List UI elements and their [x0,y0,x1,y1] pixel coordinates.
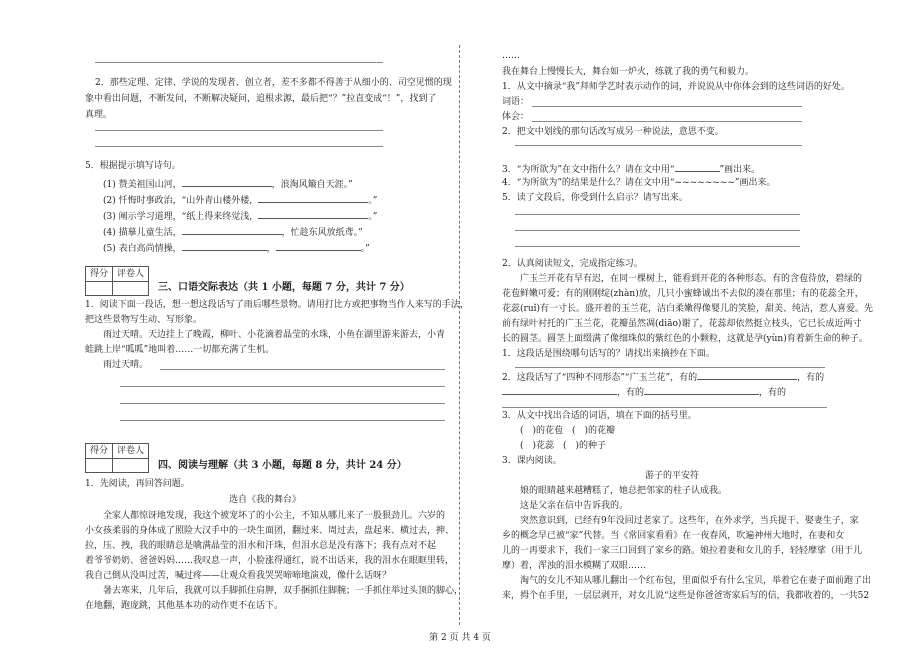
score-label: 得分 [89,269,108,279]
prose-line: 儿的一再要求下，我们一家三口回到了家乡的路。娘拉着妻和女儿的手，轻轻摩挲（用于儿 [502,546,863,556]
wavy-line-sample: ~~~~~~~~ [674,178,735,188]
underline-sample [675,162,720,172]
score-label: 得分 [89,446,108,456]
fill-blank[interactable] [644,385,759,395]
reading-passage-line: 广玉兰开花有早有迟，在同一棵树上，能看到开花的各种形态。有的含苞待放，碧绿的 [520,274,863,284]
question-3 [502,162,760,176]
fill-blank[interactable] [182,225,282,235]
passage-line: 暑去寒来，几年后，我就可以手脚抓住肩胛，双手捆抓住脚腕；一手抓住举过头顶的脚心， [103,586,464,596]
fill-blank[interactable] [502,385,617,395]
prose-line: 淘气的女儿不知从哪儿翻出一个红布包，里面似乎有什么宝贝，举着它在妻子面前跑了出 [520,576,872,586]
question-5-title: 5．根据提示填写诗句。 [85,161,181,171]
poem-item-4 [103,225,363,239]
sub-question-2-cont [502,385,786,399]
prose-line: 乡的概念早已被“家”代替。当《常回家看看》在一夜春风，吹遍神州大地时，在妻和女 [502,531,845,541]
poem-item-1 [103,177,353,191]
question-3-text: 3．“为所欲为”在文中指什么？请在文中用“ [502,165,675,175]
fill-blank[interactable] [182,241,267,251]
poem-item-2 [103,193,377,207]
poem-item-3 [103,209,377,223]
section-3-line-4: 蛙跳上岸“呱呱”地叫着……一切都充满了生机。 [85,345,275,355]
sub-question-1: 1．这段话是围绕哪句话写的？请找出来摘抄在下面。 [502,349,715,359]
passage-line: 着爷爷奶奶、爸爸妈妈……我叹息一声，小脸涨得通红，说不出话来，我的泪水在眼眶里转， [85,556,455,566]
question-4-text: 4．“为所欲为”的结果是什么？请在文中用“ [502,178,675,188]
sub-question-2-tail: ，有的 [759,388,787,398]
poem-item-4-prompt: (4) 描摹儿童生活， [103,228,182,238]
score-box [85,266,149,296]
fill-blank[interactable] [276,241,361,251]
answer-line [515,230,800,231]
reading-passage-line: 前有绿叶衬托的广玉兰花，花瓣虽然凋(diāo)谢了，花蕊却依然挺立枝头，它已长成近两寸 [502,319,862,329]
passage-closing: 我在舞台上慢慢长大，舞台如一炉火，练就了我的勇气和毅力。 [502,67,755,77]
reading-passage-line: 花苞鲜嫩可爱；有的刚刚绽(zhàn)放，几只小蜜蜂诚出不去似的凑在那里；有的花蕊全开， [502,289,864,299]
passage-line: 拉，压、拽，我的眼睛总是噙满晶莹的泪水和汗珠，但泪水总是没有落下；我有点对不起 [85,541,437,551]
poem-item-2-prompt: (2) 忏悔时事政治，“山外青山楼外楼， [103,196,259,206]
reading-passage-line: 长的圆茎。圆茎上面缀满了像细珠似的紫红色的小颗粒，这就是孕(yùn)育着新生命的种子。 [502,334,868,344]
reading-question-3: 3．课内阅读。 [502,456,562,466]
answer-line [515,367,825,368]
question-3-tail: ”画出来。 [719,165,761,175]
score-box-divider [86,458,148,459]
words-label: 词语： [502,97,530,107]
poem-item-5-mid: ， [266,244,276,254]
answer-line [120,420,445,421]
fill-blank[interactable] [182,177,272,187]
answer-line [515,246,800,247]
answer-line [502,407,827,408]
grader-label: 评卷人 [116,446,144,456]
question-4 [502,177,775,189]
reading-passage-line: 花蕊(ruǐ)有一寸长。盛开着的玉兰花，洁白柔嫩得像婴儿的笑脸，甜美、纯洁，惹人喜爱。先 [502,304,874,314]
poem-item-3-tail: 。” [368,212,378,222]
prose-line: 娘的眼睛越来越糟糕了，她总把邻家的柱子认成我。 [520,486,728,496]
answer-line [95,62,383,63]
poem-item-5-tail: 。” [360,244,370,254]
score-box [85,443,149,473]
passage-line: 我自己倒从没叫过苦，喊过疼——让观众看我哭哭啼啼地演戏，像什么话呀？ [85,571,392,581]
answer-line [95,146,383,147]
prose-line: 这是父亲在信中告诉我的。 [520,501,629,511]
answer-line [120,386,445,387]
passage-line: 小女孩柔弱的身体成了照险大汉手中的一块生面团，翻过来、周过去，盘起来、横过去，抻、 [85,526,455,536]
passage-title: 选自《我的舞台》 [228,495,301,505]
poem-item-2-tail: 。” [368,196,378,206]
insight-label: 体会： [502,112,530,122]
sub-question-3: 3．从文中找出合适的词语，填在下面的括号里。 [502,411,697,421]
poem-item-5 [103,241,370,255]
question-2-line-3: 真理。 [85,110,113,120]
question-5: 5．读了文段后，你受到什么启示？请写出来。 [502,193,688,203]
ellipsis: …… [502,51,520,61]
section-3-line-1: 1．阅读下面一段话，想一想这段话写了雨后哪些景物。请用打比方或把事物当作人来写的手法， [85,300,469,310]
question-4-tail: ”画出来。 [734,178,776,188]
grader-label: 评卷人 [116,269,144,279]
poem-title: 游子的平安符 [644,471,699,481]
question-2: 2．把文中划线的那句话改写成另一种说法，意思不变。 [502,127,724,137]
question-1: 1．从文中摘录“我”拜师学艺时表示动作的词，并说说从中你体会到的这些词语的好处。 [502,82,850,92]
prose-line: 突然意识到，已经有9年没回过老家了。这些年，在外求学，当兵提干、娶妻生子，家 [520,516,859,526]
prose-line: 摩）着，浑浊的泪水模糊了双眼…… [502,561,647,571]
reading-question-2: 2．认真阅读短文，完成指定练习。 [502,259,643,269]
poem-item-1-tail: ，浪淘风簸自天涯。” [271,180,353,190]
sub-question-2-text: 2．这段话写了“四种不同形态”“广玉兰花”，有的 [502,373,698,383]
section-3-line-2: 把这些景物写生动、写形象。 [85,315,203,325]
poem-item-3-prompt: (3) 阐示学习道理， [103,212,182,222]
answer-line [95,130,383,131]
passage-line: 在地翻，跑庞跳，其他基本功的动作更不在话下。 [85,601,284,611]
page-footer: 第 2 页 共 4 页 [429,633,491,643]
poem-item-3-mid: “纸上得来终觉浅， [181,212,259,222]
right-column [460,0,920,650]
answer-line [515,214,800,215]
answer-line [120,403,445,404]
section-4-question-1: 1．先阅读，再回答问题。 [85,479,190,489]
answer-line [515,145,802,146]
sub-question-2 [502,370,824,384]
sub-question-2-mid: ，有的 [797,373,825,383]
fill-blank[interactable] [697,370,797,380]
bracket-row-1: ( )的花苞 ( )的花瓣 [520,426,616,436]
section-4-title: 四、阅读与理解（共 3 小题，每题 8 分，共计 24 分） [158,460,407,471]
fill-blank[interactable] [258,209,368,219]
bracket-row-2: ( )花蕊 ( )的种子 [520,441,607,451]
poem-item-1-prompt: (1) 赞美祖国山河， [103,180,182,190]
poem-item-4-tail: ，忙趁东风放纸鸢。” [281,228,363,238]
score-box-divider [86,281,148,282]
answer-line [160,369,445,370]
question-2-line-2: 象中看出问题，不断发问，不断解决疑问，追根求源，最后把“？”拉直变成“！”，找到了 [85,94,437,104]
passage-line: 全家人都惊讶地发现，我这个被宠坏了的小公主，不知从哪儿来了一股狠劲儿。六岁的 [103,511,446,521]
section-3-title: 三、口语交际表达（共 1 小题，每题 7 分，共计 7 分） [158,282,410,293]
prose-line: 来，拇个在手里，一层层剥开，对女儿说“这些是你爸爸寄家后写的信，我都收着的，一共52 [502,591,870,601]
answer-line [532,106,802,107]
sub-question-2-mid: ，有的 [617,388,645,398]
answer-line [532,121,802,122]
question-2-line-1: 2．那些定理、定律、学说的发现者、创立者，差不多都不得善于从细小的、司空见惯的现 [95,78,452,88]
poem-item-5-prompt: (5) 表白高尚情操， [103,244,182,254]
section-3-line-3: 雨过天晴。天边挂上了晚霞，柳叶、小花滴着晶莹的水珠，小鱼在湖里游来游去，小青 [103,330,446,340]
section-3-line-5: 雨过天晴。 [103,360,149,370]
fill-blank[interactable] [258,193,368,203]
